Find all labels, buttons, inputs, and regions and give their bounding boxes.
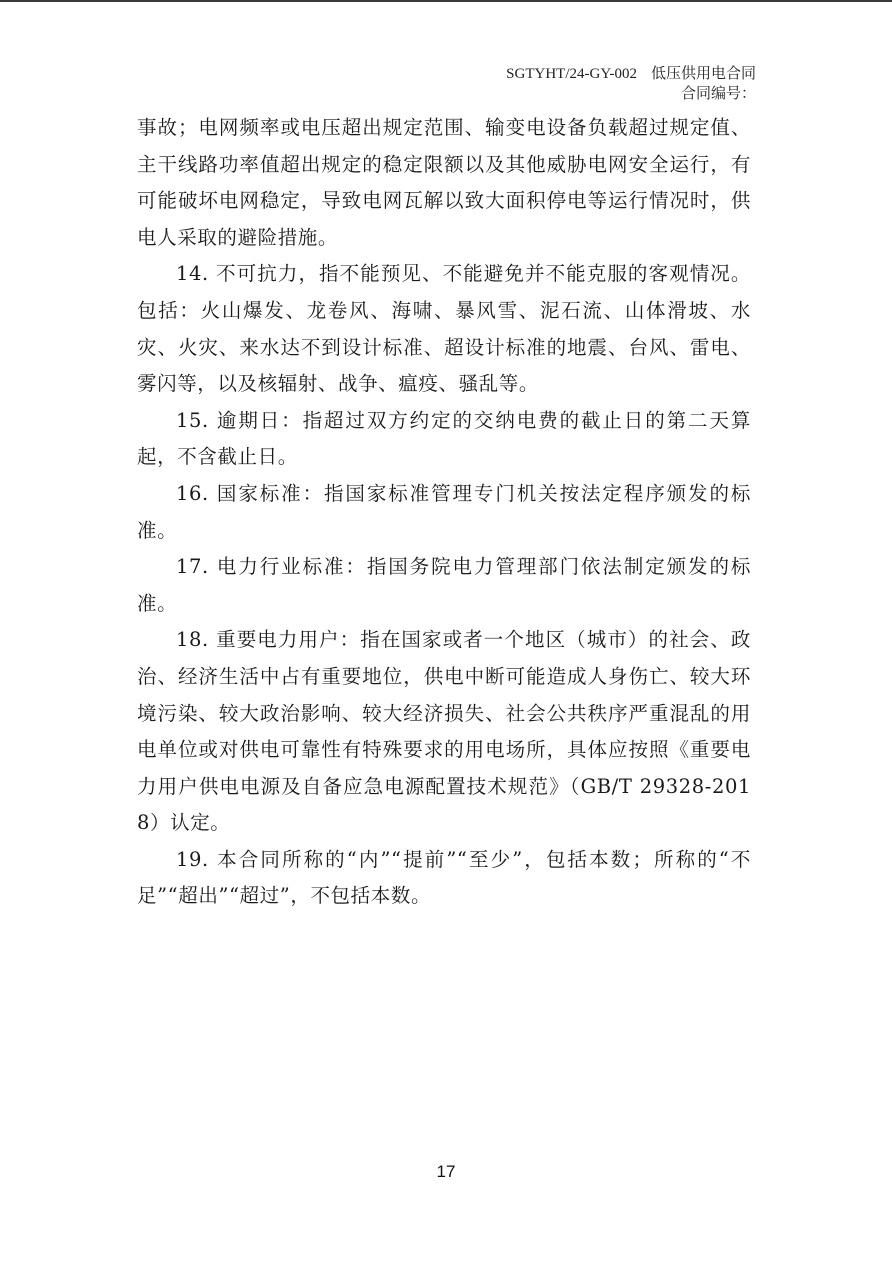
top-border-line (0, 0, 892, 2)
header-line-1 (506, 64, 756, 84)
document-body (137, 110, 751, 915)
paragraph-16-national-standard: 16. 国家标准：指国家标准管理专门机关按法定程序颁发的标准。 (137, 481, 751, 542)
contract-type: 低压供用电合同 (650, 66, 756, 82)
paragraph-continued-13: 事故；电网频率或电压超出规定范围、输变电设备负载超过规定值、主干线路功率值超出规定的稳定限额以及其他威胁电网安全运行，有可能破坏电网稳定，导致电网瓦解以致大面积停电等运行情况时，供电人采取的避险措施。 (137, 116, 751, 249)
contract-code: SGTYHT/24-GY-002 (506, 66, 637, 82)
paragraph-19-definitions: 19. 本合同所称的“内”“提前”“至少”，包括本数；所称的“不足”“超出”“超过”，不包括本数。 (137, 847, 751, 908)
paragraph-14-force-majeure: 14. 不可抗力，指不能预见、不能避免并不能克服的客观情况。包括：火山爆发、龙卷风、海啸、暴风雪、泥石流、山体滑坡、水灾、火灾、来水达不到设计标准、超设计标准的地震、台风、雷电、雾闪等，以及核辐射、战争、瘟疫、骚乱等。 (137, 262, 751, 396)
paragraph-15-overdue-day: 15. 逾期日：指超过双方约定的交纳电费的截止日的第二天算起，不含截止日。 (137, 408, 751, 469)
page-header (506, 64, 756, 104)
contract-number-label: 合同编号： (680, 86, 756, 102)
paragraph-18-important-user: 18. 重要电力用户：指在国家或者一个地区（城市）的社会、政治、经济生活中占有重要地位，供电中断可能造成人身伤亡、较大环境污染、较大政治影响、较大经济损失、社会公共秩序严重混乱的用电单位或对供电可靠性有特殊要求的用电场所，具体应按照《重要电力用户供电电源及自备应急电源配置技术规范》（GB/T 29328-2018）认定。 (137, 628, 751, 835)
page-number: 17 (436, 1162, 456, 1181)
paragraph-17-industry-standard: 17. 电力行业标准：指国务院电力管理部门依法制定颁发的标准。 (137, 555, 751, 615)
